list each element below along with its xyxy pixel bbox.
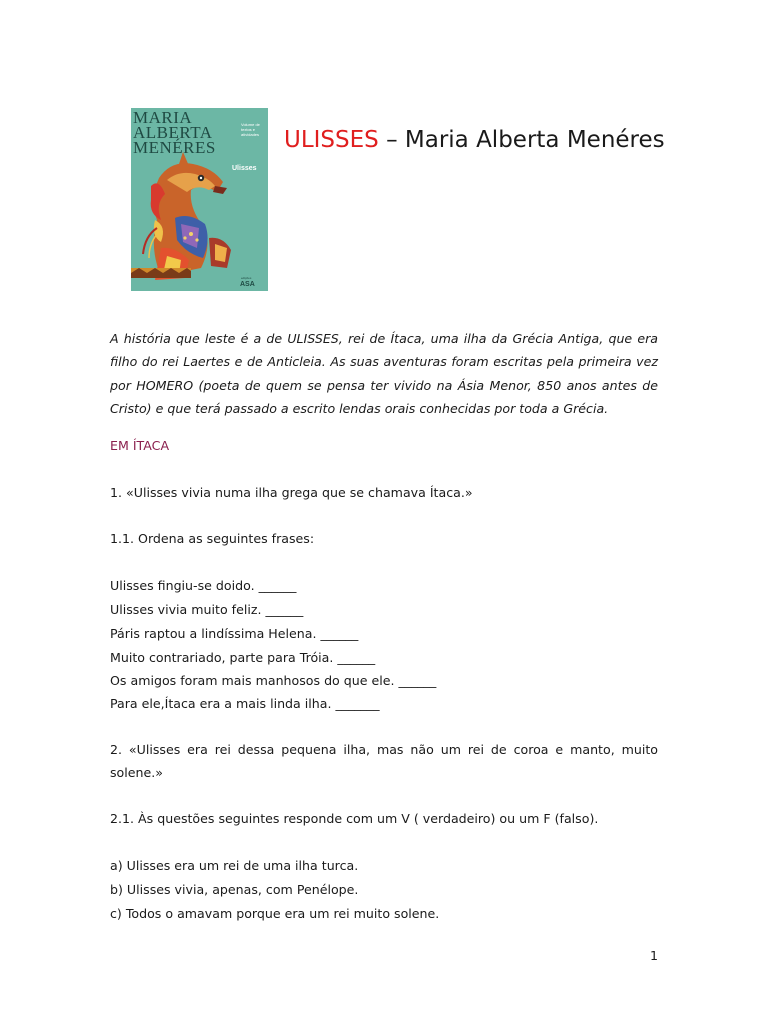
book-cover-image [131,108,268,291]
page-number: 1 [650,948,659,963]
order-item: Páris raptou a lindíssima Helena. ______ [110,626,359,641]
cover-author-line: MARIA [133,108,193,127]
order-item: Ulisses fingiu-se doido. ______ [110,578,297,593]
cover-title: Ulisses [232,165,257,172]
question-2-1: 2.1. Às questões seguintes responde com um V ( verdadeiro) ou um F (falso). [110,811,599,826]
question-1: 1. «Ulisses vivia numa ilha grega que se chamava Ítaca.» [110,485,473,500]
intro-paragraph: A história que leste é a de ULISSES, rei de Ítaca, uma ilha da Grécia Antiga, que era filho do rei Laertes e de Anticleia. As suas aventuras foram escritas pela primeira vez por HOMERO (poeta de quem se pensa ter vivido na Ásia Menor, 850 anos antes de Cristo) e que terá passado a escrito lendas orais conhecidas por toda a Grécia. [110,331,658,417]
question-1-1: 1.1. Ordena as seguintes frases: [110,531,315,546]
order-item: Os amigos foram mais manhosos do que ele. ______ [110,673,437,688]
true-false-item: c) Todos o amavam porque era um rei muito solene. [110,906,440,921]
true-false-item: a) Ulisses era um rei de uma ilha turca. [110,858,359,873]
true-false-item: b) Ulisses vivia, apenas, com Penélope. [110,882,359,897]
cover-author-line: ALBERTA [133,123,213,142]
question-2: 2. «Ulisses era rei dessa pequena ilha, mas não um rei de coroa e manto, muito solene.» [110,742,658,781]
title-rest: – Maria Alberta Menéres [378,127,665,153]
section-heading: EM ÍTACA [110,438,170,453]
title-red: ULISSES [284,127,379,153]
cover-publisher: ASA [240,281,255,288]
order-item: Para ele,Ítaca era a mais linda ilha. _______ [110,696,380,711]
cover-author-line: MENÉRES [133,138,216,157]
document-title [284,127,665,153]
cover-series: Volume de textos e atividades [241,122,260,137]
cover-author [133,110,216,155]
cover-publisher-small: edições [241,276,252,280]
order-item: Muito contrariado, parte para Tróia. ______ [110,650,376,665]
order-item: Ulisses vivia muito feliz. ______ [110,602,304,617]
